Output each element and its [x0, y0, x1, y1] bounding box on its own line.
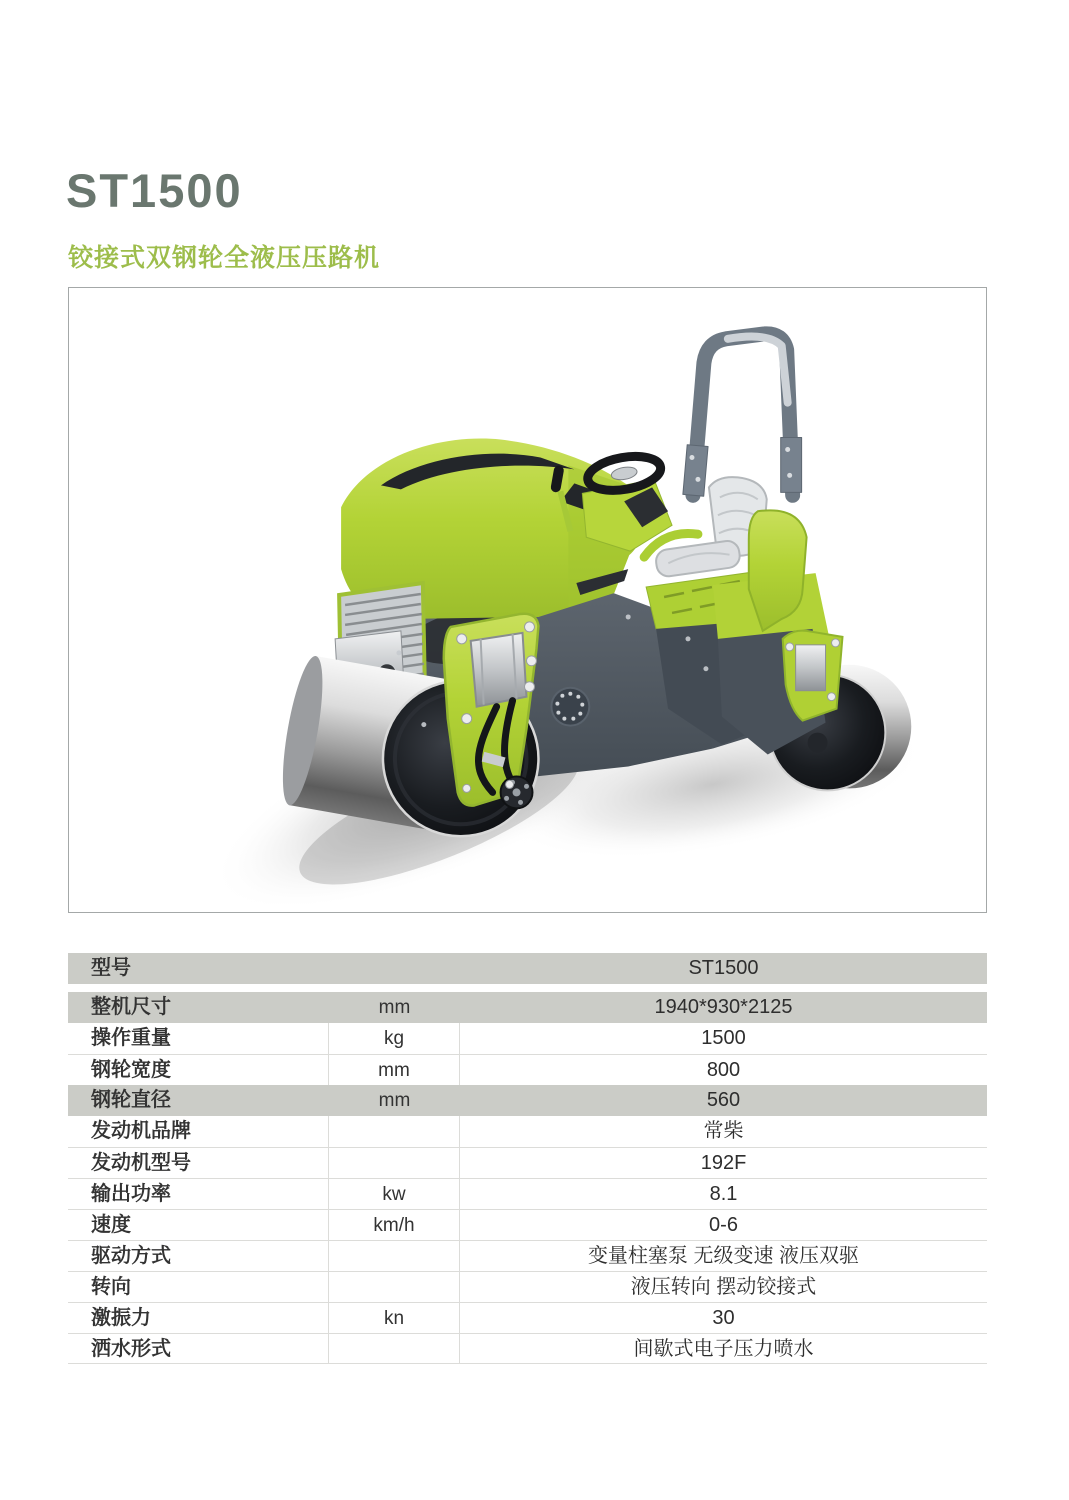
table-row	[68, 1023, 987, 1054]
spec-label: 钢轮宽度	[68, 1055, 329, 1085]
spec-value: 800	[706, 1059, 741, 1081]
spec-value: ST1500	[688, 957, 759, 979]
road-roller-illustration	[69, 288, 986, 912]
spec-label: 速度	[68, 1210, 329, 1240]
spec-unit: kn	[329, 1303, 460, 1333]
table-row	[68, 1147, 987, 1178]
machine-rear-fork	[783, 631, 843, 721]
table-row	[68, 1116, 987, 1147]
table-row	[68, 1209, 987, 1240]
spec-table	[68, 953, 987, 1364]
spec-label: 转向	[68, 1272, 329, 1302]
spec-unit: km/h	[329, 1210, 460, 1240]
machine-front-fork	[444, 614, 539, 809]
spec-value: 0-6	[709, 1214, 738, 1236]
spec-value: 8.1	[709, 1183, 738, 1205]
product-image-frame	[68, 287, 987, 913]
spec-value: 1500	[701, 1027, 746, 1049]
spec-unit: mm	[378, 1090, 411, 1111]
spec-label: 钢轮直径	[91, 1089, 171, 1111]
table-row	[68, 1085, 987, 1116]
table-row	[68, 953, 987, 984]
spec-unit: mm	[378, 997, 411, 1018]
spec-unit: kw	[329, 1179, 460, 1209]
spec-unit	[329, 1272, 460, 1302]
spec-unit	[329, 1241, 460, 1271]
spec-label: 输出功率	[68, 1179, 329, 1209]
table-row	[68, 1302, 987, 1333]
spec-label: 洒水形式	[68, 1334, 329, 1363]
machine-rollbar	[683, 334, 802, 496]
table-row	[68, 1178, 987, 1209]
spec-label: 型号	[91, 957, 131, 979]
spec-unit	[329, 1148, 460, 1178]
table-row	[68, 1333, 987, 1364]
spec-label: 驱动方式	[68, 1241, 329, 1271]
page-title: ST1500	[66, 164, 243, 217]
page-subtitle: 铰接式双钢轮全液压压路机	[68, 244, 381, 272]
spec-unit	[329, 953, 460, 984]
spec-unit	[329, 1116, 460, 1147]
spec-label: 操作重量	[68, 1023, 329, 1054]
spec-unit: kg	[329, 1023, 460, 1054]
spec-value: 192F	[700, 1152, 747, 1174]
spec-value: 液压转向 摆动铰接式	[630, 1276, 817, 1298]
table-row	[68, 992, 987, 1023]
table-row	[68, 1240, 987, 1271]
spec-value: 间歇式电子压力喷水	[633, 1338, 814, 1360]
spec-value: 30	[712, 1307, 735, 1329]
spec-label: 发动机型号	[68, 1148, 329, 1178]
spec-unit	[329, 1334, 460, 1363]
spec-value: 1940*930*2125	[654, 996, 793, 1018]
spec-label: 整机尺寸	[91, 996, 171, 1018]
spec-label: 激振力	[68, 1303, 329, 1333]
spec-value: 变量柱塞泵 无级变速 液压双驱	[587, 1245, 860, 1267]
spec-value: 常柴	[703, 1120, 744, 1142]
spec-unit: mm	[329, 1055, 460, 1085]
spec-label: 发动机品牌	[68, 1116, 329, 1147]
table-row	[68, 1054, 987, 1085]
spec-value: 560	[706, 1089, 741, 1111]
table-row	[68, 1271, 987, 1302]
